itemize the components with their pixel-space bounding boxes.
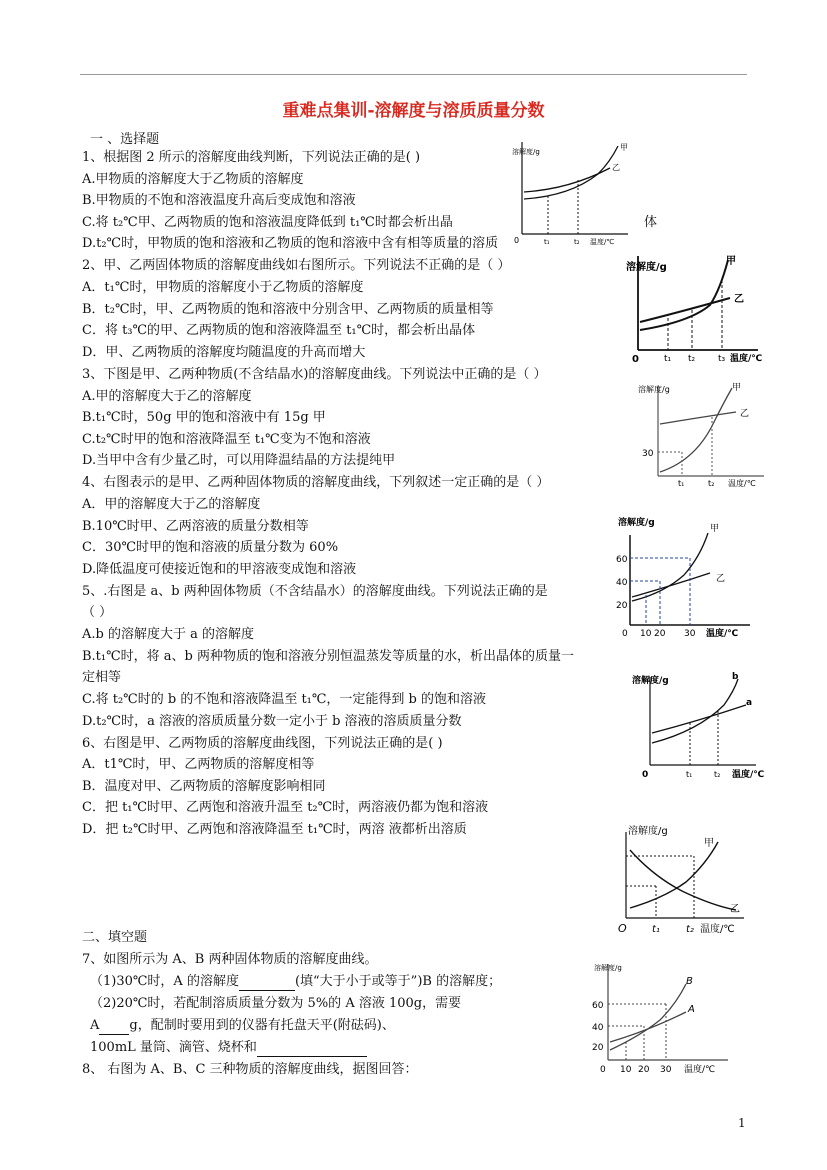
- f4-series-jia: 甲: [710, 524, 720, 534]
- f7-ytick-60: 60: [592, 1001, 604, 1011]
- q2-option-a: A．t₁℃时，甲物质的溶解度小于乙物质的溶解度: [82, 280, 364, 295]
- q6-option-d: D．把 t₂℃时甲、乙两饱和溶液降温至 t₁℃时，两溶 液都析出溶质: [82, 822, 467, 837]
- figure-q4: [614, 505, 764, 643]
- q1-option-a: A.甲物质的溶解度大于乙物质的溶解度: [82, 172, 304, 187]
- q1-option-c: C.将 t₂℃甲、乙两物质的饱和溶液温度降低到 t₁℃时都会析出晶: [82, 215, 453, 230]
- q4-stem: 4、右图表示的是甲、乙两种固体物质的溶解度曲线，下列叙述一定正确的是（ ）: [82, 475, 550, 490]
- f5-t1: t₁: [686, 770, 693, 779]
- f5-series-b: b: [732, 672, 739, 682]
- figure-q6: [614, 822, 764, 938]
- q4-option-c: C．30℃时甲的饱和溶液的质量分数为 60%: [82, 540, 339, 555]
- q3-option-b: B.t₁℃时，50g 甲的饱和溶液中有 15g 甲: [82, 410, 326, 425]
- f2-ylabel: 溶解度/g: [626, 262, 667, 273]
- q5-option-b: B.t₁℃时，将 a、b 两种物质的饱和溶液分别恒温蒸发等质量的水，析出晶体的质量一: [82, 649, 575, 664]
- figure-q5: [628, 665, 768, 785]
- f1-t2: t₂: [574, 238, 580, 246]
- f4-xtick-30: 30: [684, 629, 696, 639]
- q6-option-b: B．温度对甲、乙两物质的溶解度影响相同: [82, 779, 326, 794]
- q6-option-a: A．t1℃时，甲、乙两物质的溶解度相等: [82, 757, 315, 772]
- section-fill: 二、填空题: [82, 930, 148, 945]
- f3-ylabel: 溶解度/g: [638, 385, 670, 394]
- f1-series-jia: 甲: [620, 143, 628, 152]
- q5-stem-paren: （ ）: [82, 605, 113, 620]
- f3-series-jia: 甲: [732, 383, 742, 393]
- q4-option-b: B.10℃时甲、乙两溶液的质量分数相等: [82, 519, 309, 534]
- f4-ylabel: 溶解度/g: [618, 518, 655, 528]
- f7-ytick-40: 40: [592, 1023, 604, 1033]
- q7-part2-a: A: [90, 1018, 100, 1033]
- f4-origin: 0: [622, 629, 628, 639]
- q7-blank-3[interactable]: [257, 1040, 367, 1057]
- q3-option-d: D.当甲中含有少量乙时，可以用降温结晶的方法提纯甲: [82, 453, 396, 468]
- f2-xlabel: 温度/℃: [730, 354, 763, 364]
- f3-xlabel: 温度/℃: [728, 479, 756, 488]
- f2-series-yi: 乙: [734, 294, 744, 305]
- f5-ylabel: 溶解度/g: [632, 676, 669, 686]
- f2-origin: 0: [632, 354, 639, 365]
- f3-y30: 30: [642, 449, 654, 459]
- q4-option-a: A．甲的溶解度大于乙的溶解度: [82, 497, 261, 512]
- q5-stem: 5、.右图是 a、b 两种固体物质（不含结晶水）的溶解度曲线。下列说法正确的是: [82, 584, 548, 599]
- q2-stem: 2、甲、乙两固体物质的溶解度曲线如右图所示。下列说法不正确的是（ ）: [82, 258, 511, 273]
- f1-ylabel: 溶解度/g: [512, 148, 540, 156]
- q2-option-b: B．t₂℃时，甲、乙两物质的饱和溶液中分别含甲、乙两物质的质量相等: [82, 302, 494, 317]
- section-choice: 一 、选择题: [90, 132, 160, 147]
- f7-series-b: B: [686, 976, 693, 987]
- q2-option-d: D．甲、乙两物质的溶解度均随温度的升高而增大: [82, 345, 366, 360]
- f7-xtick-10: 10: [620, 1065, 632, 1075]
- q6-option-c: C．把 t₁℃时甲、乙两饱和溶液升温至 t₂℃时，两溶液仍都为饱和溶液: [82, 800, 489, 815]
- q7-blank-1[interactable]: [239, 974, 295, 991]
- q1-option-b: B.甲物质的不饱和溶液温度升高后变成饱和溶液: [82, 193, 356, 208]
- f6-xlabel: 温度/℃: [700, 924, 735, 935]
- q3-option-a: A.甲的溶解度大于乙的溶解度: [82, 389, 252, 404]
- f7-ytick-20: 20: [592, 1043, 604, 1053]
- figure-q7: [590, 950, 740, 1080]
- f5-origin: 0: [642, 770, 649, 780]
- f6-origin: O: [618, 922, 627, 935]
- q7-part2-b: g，配制时要用到的仪器有托盘天平(附砝码)、: [129, 1018, 395, 1033]
- f7-xtick-30: 30: [660, 1065, 672, 1075]
- f6-t1: t₁: [652, 924, 660, 935]
- q7-part1: [90, 974, 501, 991]
- q7-part2-cont2: [90, 1040, 367, 1057]
- f3-series-yi: 乙: [740, 409, 750, 419]
- q7-part1-a: （1)30℃时，A 的溶解度: [90, 974, 239, 989]
- f2-t2: t₂: [688, 354, 696, 364]
- q7-part2-c: 100mL 量筒、滴管、烧杯和: [90, 1040, 257, 1055]
- q1-stem: 1、根据图 2 所示的溶解度曲线判断，下列说法正确的是( ): [82, 150, 421, 165]
- q6-stem: 6、右图是甲、乙两物质的溶解度曲线图，下列说法正确的是( ): [82, 736, 443, 751]
- f1-t1: t₁: [544, 238, 550, 246]
- f4-series-yi: 乙: [716, 574, 726, 584]
- f7-xtick-20: 20: [638, 1065, 650, 1075]
- q7-part1-b: (填“大于小于或等于”)B 的溶解度；: [294, 974, 502, 989]
- f5-t2: t₂: [714, 770, 721, 779]
- f2-series-jia: 甲: [726, 256, 736, 267]
- f6-t2: t₂: [686, 924, 694, 935]
- f3-t1: t₁: [678, 479, 685, 488]
- q1-option-d: D.t₂℃时，甲物质的饱和溶液和乙物质的饱和溶液中含有相等质量的溶质: [82, 236, 499, 251]
- f2-t1: t₁: [664, 354, 672, 364]
- q2-option-c: C．将 t₃℃的甲、乙两物质的饱和溶液降温至 t₁℃时，都会析出晶体: [82, 323, 476, 338]
- f3-t2: t₂: [708, 479, 715, 488]
- f4-ytick-60: 60: [616, 555, 628, 565]
- f5-series-a: a: [746, 698, 753, 708]
- q5-option-a: A.b 的溶解度大于 a 的溶解度: [82, 627, 254, 642]
- f5-xlabel: 温度/℃: [732, 770, 765, 780]
- f4-ytick-20: 20: [616, 601, 628, 611]
- q3-option-c: C.t₂℃时甲的饱和溶液降温至 t₁℃变为不饱和溶液: [82, 432, 371, 447]
- f4-xlabel: 温度/℃: [706, 629, 739, 639]
- f6-series-jia: 甲: [704, 838, 714, 849]
- f7-origin: 0: [600, 1065, 606, 1075]
- page-title: 重难点集训-溶解度与溶质质量分数: [282, 101, 545, 121]
- q7-stem: 7、如图所示为 A、B 两种固体物质的溶解度曲线。: [82, 952, 378, 967]
- f1-origin: 0: [514, 236, 520, 245]
- f6-ylabel: 溶解度/g: [628, 826, 668, 837]
- q5-option-b-cont: 定相等: [82, 670, 122, 685]
- figure-q1: [510, 134, 640, 246]
- q8-stem: 8、 右图为 A、B、C 三种物质的溶解度曲线，据图回答：: [82, 1062, 418, 1077]
- q1-option-c-tail: 体: [644, 215, 658, 230]
- f1-series-yi: 乙: [612, 163, 620, 172]
- f4-xtick-10: 10: [640, 629, 652, 639]
- f6-series-yi: 乙: [730, 904, 740, 915]
- q4-option-d: D.降低温度可使接近饱和的甲溶液变成饱和溶液: [82, 562, 357, 577]
- q7-part2: （2)20℃时，若配制溶质质量分数为 5%的 A 溶液 100g，需要: [90, 996, 462, 1011]
- f7-ylabel: 溶解度/g: [594, 964, 622, 972]
- f2-t3: t₃: [718, 354, 726, 364]
- q5-option-c: C.将 t₂℃时的 b 的不饱和溶液降温至 t₁℃，一定能得到 b 的饱和溶液: [82, 692, 487, 707]
- f7-xlabel: 温度/℃: [684, 1065, 716, 1075]
- f4-ytick-40: 40: [616, 578, 628, 588]
- f7-series-a: A: [688, 1004, 695, 1015]
- page-number: 1: [738, 1116, 746, 1130]
- q5-option-d: D.t₂℃时，a 溶液的溶质质量分数一定小于 b 溶液的溶质质量分数: [82, 714, 462, 729]
- header-rule: [80, 74, 747, 75]
- q7-part2-cont: [90, 1018, 395, 1035]
- figure-q2: [620, 250, 770, 368]
- figure-q3: [636, 372, 776, 492]
- f4-xtick-20: 20: [654, 629, 666, 639]
- f1-xlabel: 温度/℃: [590, 238, 615, 246]
- q7-blank-2[interactable]: [99, 1018, 129, 1035]
- q3-stem: 3、下图是甲、乙两种物质(不含结晶水)的溶解度曲线。下列说法中正确的是（ ）: [82, 367, 547, 382]
